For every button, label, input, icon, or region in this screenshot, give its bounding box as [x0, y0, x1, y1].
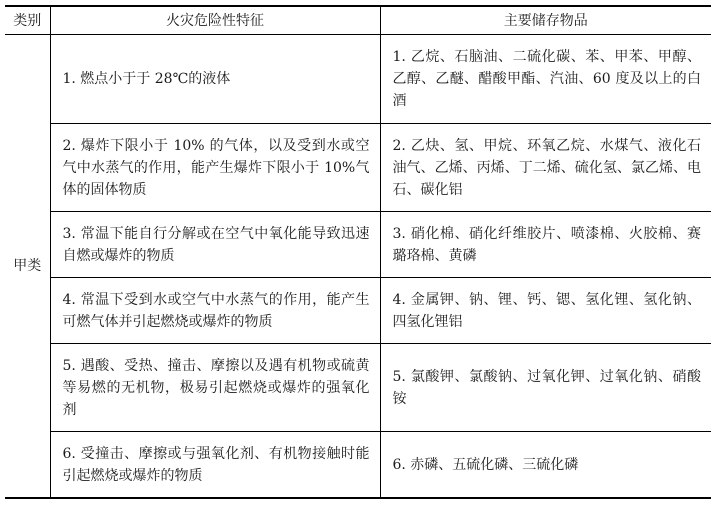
items-cell: 2. 乙炔、氢、甲烷、环氧乙烷、水煤气、液化石油气、乙烯、丙烯、丁二烯、硫化氢、氯乙烯、电石、碳化铝 — [380, 124, 711, 212]
hazard-cell: 3. 常温下能自行分解或在空气中氧化能导致迅速自燃或爆炸的物质 — [50, 212, 380, 278]
table-row — [5, 278, 711, 344]
items-cell: 1. 乙烷、石脑油、二硫化碳、苯、甲苯、甲醇、乙醇、乙醚、醋酸甲酯、汽油、60 度及以上的白酒 — [380, 35, 711, 124]
table-header-row — [5, 6, 711, 35]
category-cell: 甲类 — [5, 35, 50, 499]
table-row — [5, 432, 711, 499]
header-hazard: 火灾危险性特征 — [50, 6, 380, 35]
hazard-cell: 2. 爆炸下限小于 10% 的气体，以及受到水或空气中水蒸气的作用，能产生爆炸下限小于 10%气体的固体物质 — [50, 124, 380, 212]
table-row — [5, 124, 711, 212]
table-row — [5, 35, 711, 124]
hazard-cell: 6. 受撞击、摩擦或与强氧化剂、有机物接触时能引起燃烧或爆炸的物质 — [50, 432, 380, 499]
table-row — [5, 344, 711, 432]
items-cell: 4. 金属钾、钠、锂、钙、锶、氢化锂、氢化钠、四氢化锂铝 — [380, 278, 711, 344]
header-category: 类别 — [5, 6, 50, 35]
items-cell: 3. 硝化棉、硝化纤维胶片、喷漆棉、火胶棉、赛璐珞棉、黄磷 — [380, 212, 711, 278]
table-row — [5, 212, 711, 278]
hazard-cell: 1. 燃点小于于 28℃的液体 — [50, 35, 380, 124]
items-cell: 5. 氯酸钾、氯酸钠、过氧化钾、过氧化钠、硝酸铵 — [380, 344, 711, 432]
items-cell: 6. 赤磷、五硫化磷、三硫化磷 — [380, 432, 711, 499]
hazard-cell: 5. 遇酸、受热、撞击、摩擦以及遇有机物或硫黄等易燃的无机物，极易引起燃烧或爆炸的强氧化剂 — [50, 344, 380, 432]
header-items: 主要储存物品 — [380, 6, 711, 35]
hazard-classification-table — [5, 5, 711, 499]
hazard-cell: 4. 常温下受到水或空气中水蒸气的作用，能产生可燃气体并引起燃烧或爆炸的物质 — [50, 278, 380, 344]
